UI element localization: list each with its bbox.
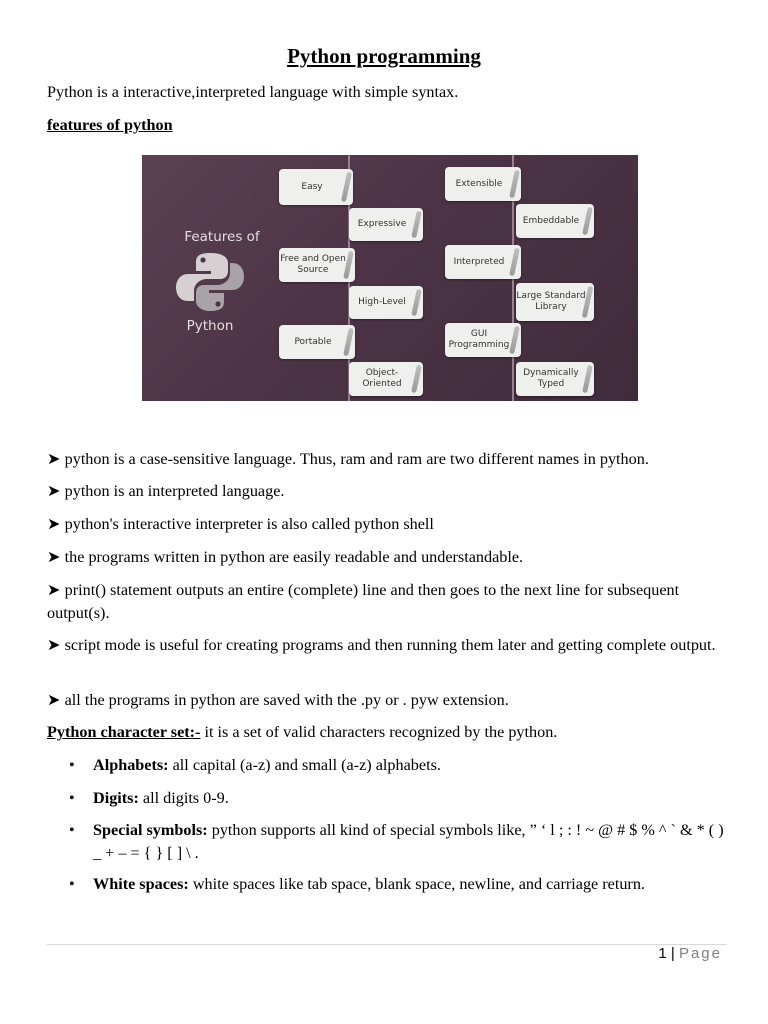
feature-card: Object-Oriented (349, 362, 423, 396)
list-item: ➤ script mode is useful for creating programs and then running them later and getting complete output. (47, 636, 716, 654)
list-item: • Special symbols: python supports all kind of special symbols like, ” ‘ l ; : ! ~ @ # $ % ^ ` & * ( ) _ + – = { } [ ] \ . (69, 821, 724, 862)
feature-card: Expressive (349, 208, 423, 241)
feature-card: Dynamically Typed (516, 362, 594, 396)
footer-divider (47, 944, 727, 945)
figure-subheading: Python (186, 318, 234, 334)
charset-label: Python character set:- (47, 723, 201, 741)
list-item: • Alphabets: all capital (a-z) and small (a-z) alphabets. (69, 756, 441, 774)
feature-card: Embeddable (516, 204, 594, 238)
list-item: • Digits: all digits 0-9. (69, 789, 229, 807)
feature-card: GUI Programming (445, 323, 521, 357)
feature-card: Interpreted (445, 245, 521, 279)
intro-paragraph: Python is a interactive,interpreted language with simple syntax. (47, 83, 459, 101)
feature-card: Extensible (445, 167, 521, 201)
figure-heading: Features of (184, 229, 260, 245)
list-item: ➤ python is a case-sensitive language. Thus, ram and ram are two different names in python. (47, 450, 649, 468)
list-item: ➤ all the programs in python are saved with the .py or . pyw extension. (47, 691, 509, 709)
list-item: ➤ python is an interpreted language. (47, 482, 285, 500)
feature-card: Easy (279, 169, 353, 205)
python-features-figure (142, 155, 638, 401)
page-footer: 1 | Page (658, 945, 722, 962)
list-item: • White spaces: white spaces like tab space, blank space, newline, and carriage return. (69, 875, 645, 893)
page-title: Python programming (287, 44, 481, 68)
python-logo-icon (174, 251, 246, 313)
page-number: 1 (658, 945, 667, 962)
feature-card: Large Standard Library (516, 283, 594, 321)
charset-paragraph: Python character set:- it is a set of valid characters recognized by the python. (47, 723, 558, 741)
page-label: Page (678, 945, 722, 962)
list-item: ➤ the programs written in python are easily readable and understandable. (47, 548, 524, 566)
features-heading: features of python (47, 116, 173, 134)
feature-card: Free and Open Source (279, 248, 355, 282)
feature-card: High-Level (349, 286, 423, 319)
list-item: ➤ python's interactive interpreter is also called python shell (47, 515, 434, 533)
feature-card: Portable (279, 325, 355, 359)
list-item: ➤ print() statement outputs an entire (complete) line and then goes to the next line for subsequent output(s). (47, 581, 680, 622)
